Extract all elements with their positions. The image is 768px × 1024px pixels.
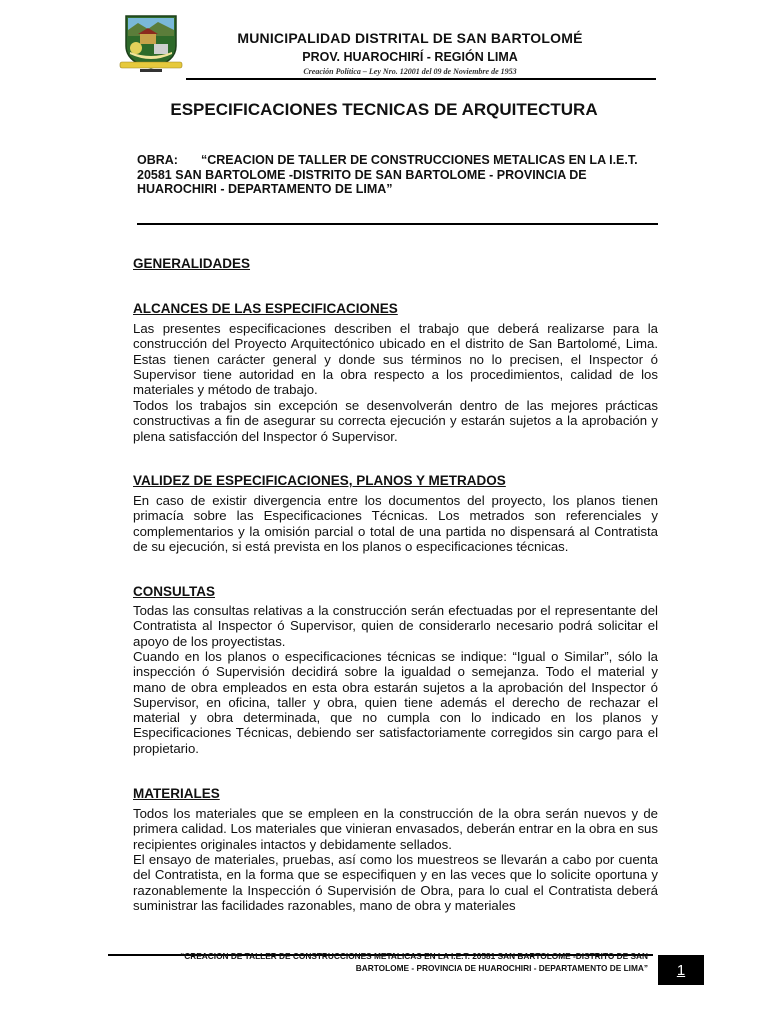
municipality-name: MUNICIPALIDAD DISTRITAL DE SAN BARTOLOMÉ [237, 30, 583, 46]
materiales-paragraph-1: Todos los materiales que se empleen en la construcción de la obra serán nuevos y de primera calidad. Los materiales que vinieran envasados, deberán entrar en la obra en sus recipientes originales intactos y debidamente sellados. [133, 806, 658, 852]
page-number: 1 [676, 961, 686, 979]
page-number-box [658, 955, 704, 985]
footer-line-2: BARTOLOME - PROVINCIA DE HUAROCHIRI - DEPARTAMENTO DE LIMA” [355, 963, 648, 973]
province-region: PROV. HUAROCHIRÍ - REGIÓN LIMA [302, 50, 518, 64]
validez-paragraph-1: En caso de existir divergencia entre los documentos del proyecto, los planos tienen primacía sobre las Especificaciones Técnicas. Los metrados son referenciales y complementarios y la omisión parcial o total de una partida no dispensará al Contratista de su ejecución, si está prevista en los planos o especificaciones técnicas. [133, 493, 658, 554]
footer-line-1: “CREACION DE TALLER DE CONSTRUCCIONES METALICAS EN LA I.E.T. 20581 SAN BARTOLOME -DISTRITO DE SAN [180, 951, 648, 961]
footer-project-title [108, 950, 648, 974]
section-generalidades: GENERALIDADES [133, 256, 251, 271]
section-consultas-heading: CONSULTAS [133, 584, 215, 599]
municipal-seal-logo [118, 10, 184, 74]
title-divider [137, 223, 658, 225]
materiales-paragraph-2: El ensayo de materiales, pruebas, así como los muestreos se llevarán a cabo por cuenta del Contratista, en la forma que se especifiquen y en las veces que lo solicite oportuna y razonablemente la Inspección ó Supervisión de Obra, para lo cual el Contratista deberá suministrar las facilidades razonables, mano de obra y materiales [133, 852, 658, 913]
obra-label: OBRA: [137, 153, 178, 167]
alcances-paragraph-1: Las presentes especificaciones describen el trabajo que deberá realizarse para la construcción del Proyecto Arquitectónico ubicado en el distrito de San Bartolomé, Lima. Estas tienen carácter general y donde sus términos no lo precisen, el Inspector ó Supervisor tiene autoridad en la obra respecto a los procedimientos, calidad de los materiales y método de trabajo. [133, 321, 658, 398]
obra-text: “CREACION DE TALLER DE CONSTRUCCIONES METALICAS EN LA I.E.T. 20581 SAN BARTOLOME -DISTRITO DE SAN BARTOLOME - PROVINCIA DE HUAROCHIRI - DEPARTAMENTO DE LIMA” [137, 153, 638, 196]
consultas-paragraph-1: Todas las consultas relativas a la construcción serán efectuadas por el representante del Contratista al Inspector ó Supervisor, quien de considerarlo necesario podrá solicitar el apoyo de los proyectistas. [133, 603, 658, 649]
creation-law: Creación Política – Ley Nro. 12001 del 09 de Noviembre de 1953 [303, 67, 517, 76]
obra-block [137, 153, 659, 197]
section-materiales-heading: MATERIALES [133, 786, 220, 801]
header-divider [186, 78, 656, 80]
document-title: ESPECIFICACIONES TECNICAS DE ARQUITECTURA [170, 100, 598, 119]
consultas-paragraph-2: Cuando en los planos o especificaciones técnicas se indique: “Igual o Similar”, sólo la inspección ó Supervisión decidirá sobre la igualdad o semejanza. Todo el material y mano de obra empleados en esta obra estarán sujetos a la aprobación del Inspector ó Supervisor, en oficina, taller y obra, quien tiene además el derecho de rechazar el material y obra determinada, que no cumpla con lo indicado en los planos y Especificaciones Técnicas, debiendo ser satisfactoriamente corregidos sin cargo para el propietario. [133, 649, 658, 756]
section-alcances-heading: ALCANCES DE LAS ESPECIFICACIONES [133, 301, 398, 316]
section-validez-heading: VALIDEZ DE ESPECIFICACIONES, PLANOS Y METRADOS [133, 473, 506, 488]
alcances-paragraph-2: Todos los trabajos sin excepción se desenvolverán dentro de las mejores prácticas constructivas a fin de asegurar su correcta ejecución y estarán sujetos a la aprobación y plena satisfacción del Inspector ó Supervisor. [133, 398, 658, 444]
